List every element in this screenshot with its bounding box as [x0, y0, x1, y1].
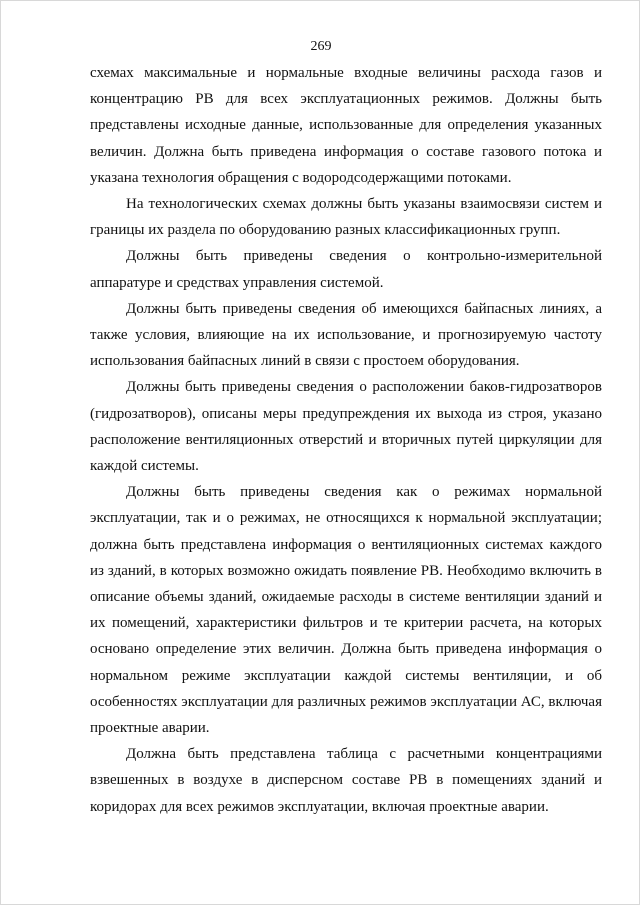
paragraph: Должны быть приведены сведения об имеющихся байпасных линиях, а также условия, влияющие на их использование, и прогнозируемую частоту использования байпасных линий в связи с простоем оборудования. [90, 300, 602, 370]
paragraph: Должны быть приведены сведения как о режимах нормальной эксплуатации, так и о режимах, не относящихся к нормальной эксплуатации; должна быть представлена информация о вентиляционных системах каждого из зданий, в которых возможно ожидать появление РВ. Необходимо включить в описание объемы зданий, ожидаемые расходы в системе вентиляции зданий и их помещений, характеристики фильтров и те критерии расчета, на которых основано определение этих величин. Должна быть приведена информация о нормальном режиме эксплуатации каждой системы вентиляции, и об особенностях эксплуатации для различных режимов эксплуатации АС, включая проектные аварии. [90, 484, 602, 737]
document-body [90, 60, 602, 820]
page-number: 269 [310, 39, 332, 54]
paragraph: схемах максимальные и нормальные входные величины расхода газов и концентрацию РВ для всех эксплуатационных режимов. Должны быть представлены исходные данные, использованные для определения указанных величин. Должна быть приведена информация о составе газового потока и указана технология обращения с водородсодержащими потоками. [90, 65, 602, 186]
paragraph: Должны быть приведены сведения о расположении баков-гидрозатворов (гидрозатворов), описаны меры предупреждения их выхода из строя, указано расположение вентиляционных отверстий и вторичных путей циркуляции для каждой системы. [90, 379, 602, 475]
paragraph: Должны быть приведены сведения о контрольно-измерительной аппаратуре и средствах управления системой. [90, 248, 602, 291]
paragraph: На технологических схемах должны быть указаны взаимосвязи систем и границы их раздела по оборудованию разных классификационных групп. [90, 196, 602, 239]
paragraph: Должна быть представлена таблица с расчетными концентрациями взвешенных в воздухе в дисперсном составе РВ в помещениях зданий и коридорах для всех режимов эксплуатации, включая проектные аварии. [90, 746, 602, 815]
